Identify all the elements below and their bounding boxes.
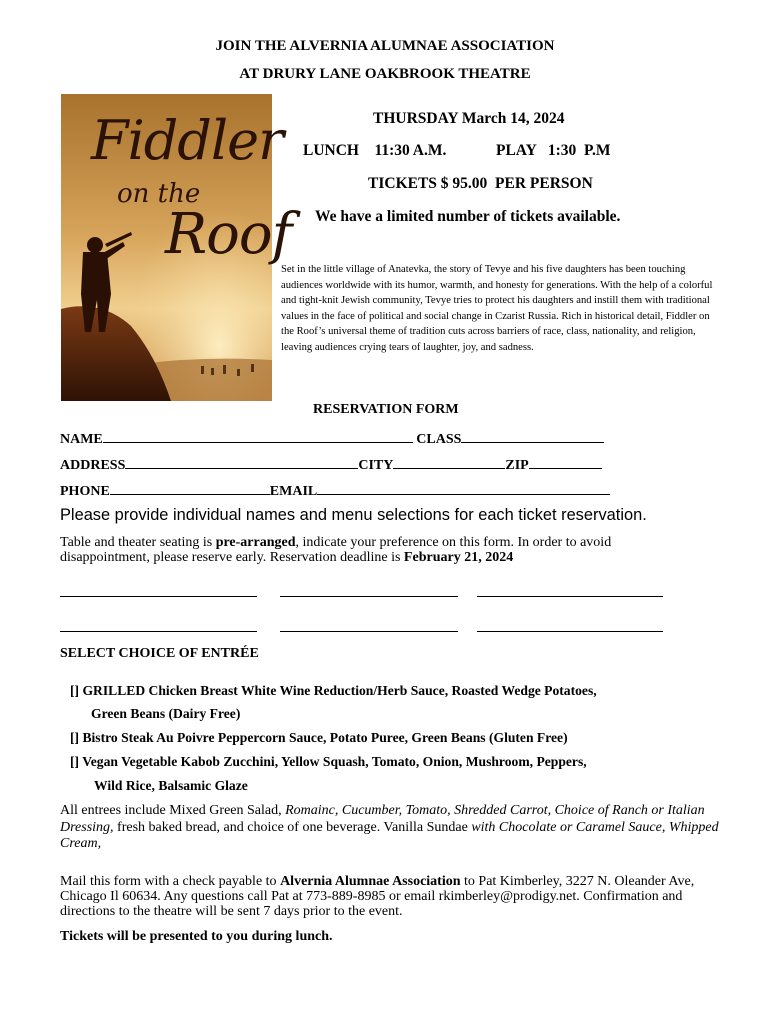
- seating-text-2: , indicate your preference on this form. In order to avoid disappointment, please reserve early. Reservation deadline is: [60, 535, 612, 565]
- ticket-price: TICKETS $ 95.00 PER PERSON: [368, 175, 593, 192]
- event-date: THURSDAY March 14, 2024: [373, 110, 565, 127]
- lunch-time: LUNCH 11:30 A.M.: [303, 142, 447, 159]
- guest-name-line-5[interactable]: [280, 631, 458, 632]
- poster-title-on-the: on the: [117, 179, 201, 209]
- zip-label: ZIP: [505, 458, 529, 473]
- inclusions-text-2: fresh baked bread, and choice of one beverage. Vanilla Sundae: [113, 819, 472, 835]
- address-input-line[interactable]: [125, 455, 358, 469]
- class-label: CLASS: [416, 432, 462, 447]
- city-label: CITY: [358, 458, 394, 473]
- entree-option-vegan-cont: Wild Rice, Balsamic Glaze: [94, 778, 248, 793]
- email-label: EMAIL: [269, 484, 318, 499]
- guest-name-line-4[interactable]: [60, 631, 257, 632]
- guest-name-line-3[interactable]: [477, 596, 663, 597]
- guest-name-line-1[interactable]: [60, 596, 257, 597]
- seating-pre-arranged: pre-arranged: [215, 535, 296, 550]
- zip-input-line[interactable]: [529, 455, 602, 469]
- mail-payee: Alvernia Alumnae Association: [280, 874, 461, 889]
- inclusions-sundae-details: with Chocolate or Caramel Sauce, Whipped Cream,: [60, 819, 719, 851]
- poster-title-fiddler: Fiddler: [91, 109, 283, 172]
- mail-text-2: to Pat Kimberley, 3227 N. Oleander Ave, Chicago Il 60634. Any questions call Pat at 773-889-8985 or email rkimberley@prodigy.net. Confirmation and directions to the theatre will be sent 7 days prior to the event.: [60, 874, 695, 919]
- reservation-form-title: RESERVATION FORM: [313, 402, 459, 417]
- show-synopsis: Set in the little village of Anatevka, the story of Tevye and his five daughters has been touching audiences worldwide with its humor, warmth, and honesty for generations. With the help of a colorful and tight-knit Jewish community, Tevye tries to protect his daughters and instill them with traditional values in the face of political and social change in Czarist Russia. Rich in historical detail, Fiddler on the Roof’s universal theme of tradition cuts across barriers of race, class, nationality, and religion, leaving audiences crying tears of laughter, joy, and sadness.: [281, 264, 713, 353]
- entree-option-chicken-cont: Green Beans (Dairy Free): [91, 706, 241, 721]
- fiddler-poster-image: [61, 94, 292, 401]
- tickets-footer-note: Tickets will be presented to you during lunch.: [60, 929, 333, 944]
- entree-heading: SELECT CHOICE OF ENTRÉE: [60, 646, 259, 661]
- reservation-deadline: February 21, 2024: [403, 550, 514, 565]
- email-input-line[interactable]: [317, 481, 610, 495]
- entree-inclusions: [60, 803, 725, 853]
- inclusions-salad-details: Romainc, Cucumber, Tomato, Shredded Carrot, Choice of Ranch or Italian Dressing,: [60, 803, 705, 835]
- name-input-line[interactable]: [103, 429, 413, 443]
- phone-input-line[interactable]: [110, 481, 270, 495]
- entree-option-steak[interactable]: [] Bistro Steak Au Poivre Peppercorn Sauce, Potato Puree, Green Beans (Gluten Free): [70, 730, 568, 745]
- guest-name-line-2[interactable]: [280, 596, 458, 597]
- seating-instructions: [60, 535, 700, 565]
- city-input-line[interactable]: [393, 455, 505, 469]
- class-input-line[interactable]: [461, 429, 604, 443]
- address-label: ADDRESS: [60, 458, 126, 473]
- address-row: [60, 455, 602, 474]
- entree-option-chicken[interactable]: [] GRILLED Chicken Breast White Wine Reduction/Herb Sauce, Roasted Wedge Potatoes,: [70, 683, 597, 698]
- play-time: PLAY 1:30 P.M: [496, 142, 611, 159]
- inclusions-text-1: All entrees include Mixed Green Salad,: [60, 803, 286, 818]
- individual-names-note: Please provide individual names and menu selections for each ticket reservation.: [60, 506, 647, 524]
- seating-text-1: Table and theater seating is: [60, 535, 216, 550]
- phone-email-row: [60, 481, 610, 500]
- phone-label: PHONE: [60, 484, 110, 499]
- header-line-2: AT DRURY LANE OAKBROOK THEATRE: [239, 66, 531, 82]
- header-line-1: JOIN THE ALVERNIA ALUMNAE ASSOCIATION: [215, 38, 555, 54]
- entree-option-vegan[interactable]: [] Vegan Vegetable Kabob Zucchini, Yellow Squash, Tomato, Onion, Mushroom, Peppers,: [70, 754, 587, 769]
- mail-text-1: Mail this form with a check payable to: [60, 874, 281, 889]
- limited-tickets-note: We have a limited number of tickets available.: [315, 208, 621, 225]
- poster-title-roof: Roof: [165, 202, 292, 267]
- guest-name-line-6[interactable]: [477, 631, 663, 632]
- mailing-instructions: [60, 874, 725, 919]
- name-class-row: [60, 429, 604, 448]
- name-label: NAME: [60, 432, 103, 447]
